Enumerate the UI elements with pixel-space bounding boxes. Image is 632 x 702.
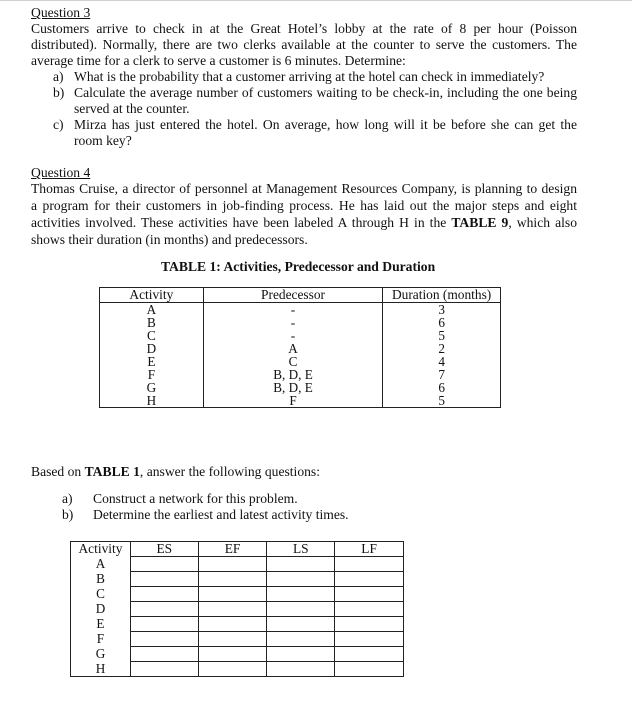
table2-empty-cell [130,572,198,587]
table2-activity-cell: E [71,617,131,632]
table2-row [71,602,404,617]
table2-header-cell: EF [198,542,267,557]
table1-title: TABLE 1: Activities, Predecessor and Duration [161,259,436,274]
table2-empty-cell [198,587,267,602]
table9-reference: TABLE 9 [451,215,509,230]
table1-cell: B [100,316,204,329]
table1-header-cell: Predecessor [203,288,383,303]
table1-cell: F [203,394,383,408]
table1-cell: B, D, E [203,381,383,394]
table1-row [100,303,501,317]
table2-empty-cell [198,557,267,572]
table2-empty-cell [130,617,198,632]
table2-empty-cell [267,587,335,602]
question3-title: Question 3 [31,5,91,20]
table2-empty-cell [267,662,335,677]
table2-empty-cell [198,632,267,647]
table2-empty-cell [130,602,198,617]
table2-empty-cell [335,662,404,677]
table1-header-cell: Activity [100,288,204,303]
table2-activity-cell: F [71,632,131,647]
table1-cell: - [203,329,383,342]
table2-empty-cell [267,632,335,647]
table1-cell: B, D, E [203,368,383,381]
table2-empty-cell [335,587,404,602]
table1-cell: G [100,381,204,394]
table2-activity-cell: C [71,587,131,602]
table2-row [71,557,404,572]
question4-intro-line-4: shows their duration (in months) and predecessors. [31,232,308,247]
question3-item-b-marker: b) [53,85,65,100]
table2-empty-cell [130,587,198,602]
table1-cell: C [100,329,204,342]
table1-cell: - [203,303,383,317]
table2-header-cell: LS [267,542,335,557]
table2-row [71,632,404,647]
table1-cell: 6 [383,316,501,329]
question3-item-c-line-2: room key? [74,133,132,148]
table1-cell: E [100,355,204,368]
table1-cell: D [100,342,204,355]
table1-cell: 3 [383,303,501,317]
table2-empty-cell [267,602,335,617]
based-on-line: Based on TABLE 1, answer the following questions: [31,464,320,479]
task-a-marker: a) [62,491,73,506]
table1-cell: - [203,316,383,329]
table2-header-cell: Activity [71,542,131,557]
table1-cell: C [203,355,383,368]
table1-cell: 6 [383,381,501,394]
question3-item-a-text: What is the probability that a customer arriving at the hotel can check in immediately? [74,69,545,84]
table2-empty-cell [335,602,404,617]
table2-activity-cell: B [71,572,131,587]
table2-row [71,617,404,632]
table2-empty-cell [198,572,267,587]
task-b-text: Determine the earliest and latest activity times. [93,507,349,522]
table2-empty-cell [130,662,198,677]
question3-item-a-marker: a) [53,69,64,84]
question4-intro-line-2: a program for their customers in job-finding process. He has laid out the major steps and eight [31,198,577,213]
table2-activity-cell: D [71,602,131,617]
table1-cell: 2 [383,342,501,355]
table2-header-cell: ES [130,542,198,557]
table2-empty-cell [198,647,267,662]
question4-intro-line-3: activities involved. These activities have been labeled A through H in the TABLE 9, which also [31,215,577,230]
table1-cell: A [203,342,383,355]
table2-empty-cell [130,647,198,662]
table2-empty-cell [335,572,404,587]
table2-empty-cell [130,632,198,647]
table2-header-row [71,542,404,557]
table1-header-cell: Duration (months) [383,288,501,303]
table1-reference: TABLE 1 [84,464,140,479]
task-a-text: Construct a network for this problem. [93,491,298,506]
task-b-marker: b) [62,507,74,522]
table2-empty-cell [335,647,404,662]
table2-empty-cell [198,602,267,617]
top-divider [0,0,632,1]
table2-empty-cell [335,632,404,647]
table1-cell: 5 [383,394,501,408]
question3-intro-line-1: Customers arrive to check in at the Great Hotel’s lobby at the rate of 8 per hour (Poisson [31,21,577,36]
table2-row [71,647,404,662]
table2-empty-cell [335,557,404,572]
table2-activity-cell: A [71,557,131,572]
table1-header-row [100,288,501,303]
table2-empty-cell [267,557,335,572]
table2-row [71,662,404,677]
question4-intro-line-1: Thomas Cruise, a director of personnel at Management Resources Company, is planning to design [31,181,577,196]
table2-header-cell: LF [335,542,404,557]
table2-activity-cell: G [71,647,131,662]
question3-intro-line-3: average time for a clerk to serve a customer is 6 minutes. Determine: [31,53,406,68]
table2-empty-cell [198,617,267,632]
table2-empty-cell [198,662,267,677]
table1-cell: 4 [383,355,501,368]
table2-row [71,587,404,602]
activities-table [99,287,501,408]
table1-cell: F [100,368,204,381]
question3-item-c-marker: c) [53,117,64,132]
table2-activity-cell: H [71,662,131,677]
table1-cell: H [100,394,204,408]
table2-empty-cell [267,617,335,632]
table1-cell: 7 [383,368,501,381]
table2-row [71,572,404,587]
question4-title: Question 4 [31,165,91,180]
activity-times-table [70,541,404,677]
question3-intro-line-2: distributed). Normally, there are two clerks available at the counter to serve the customers. The [31,37,577,52]
question3-item-c-line-1: Mirza has just entered the hotel. On average, how long will it be before she can get the [74,117,577,132]
question3-item-b-line-2: served at the counter. [74,101,190,116]
table1-row [100,394,501,408]
table2-empty-cell [130,557,198,572]
table2-empty-cell [335,617,404,632]
table1-cell: A [100,303,204,317]
table2-empty-cell [267,572,335,587]
table1-cell: 5 [383,329,501,342]
table2-empty-cell [267,647,335,662]
question3-item-b-line-1: Calculate the average number of customers waiting to be check-in, including the one being [74,85,577,100]
